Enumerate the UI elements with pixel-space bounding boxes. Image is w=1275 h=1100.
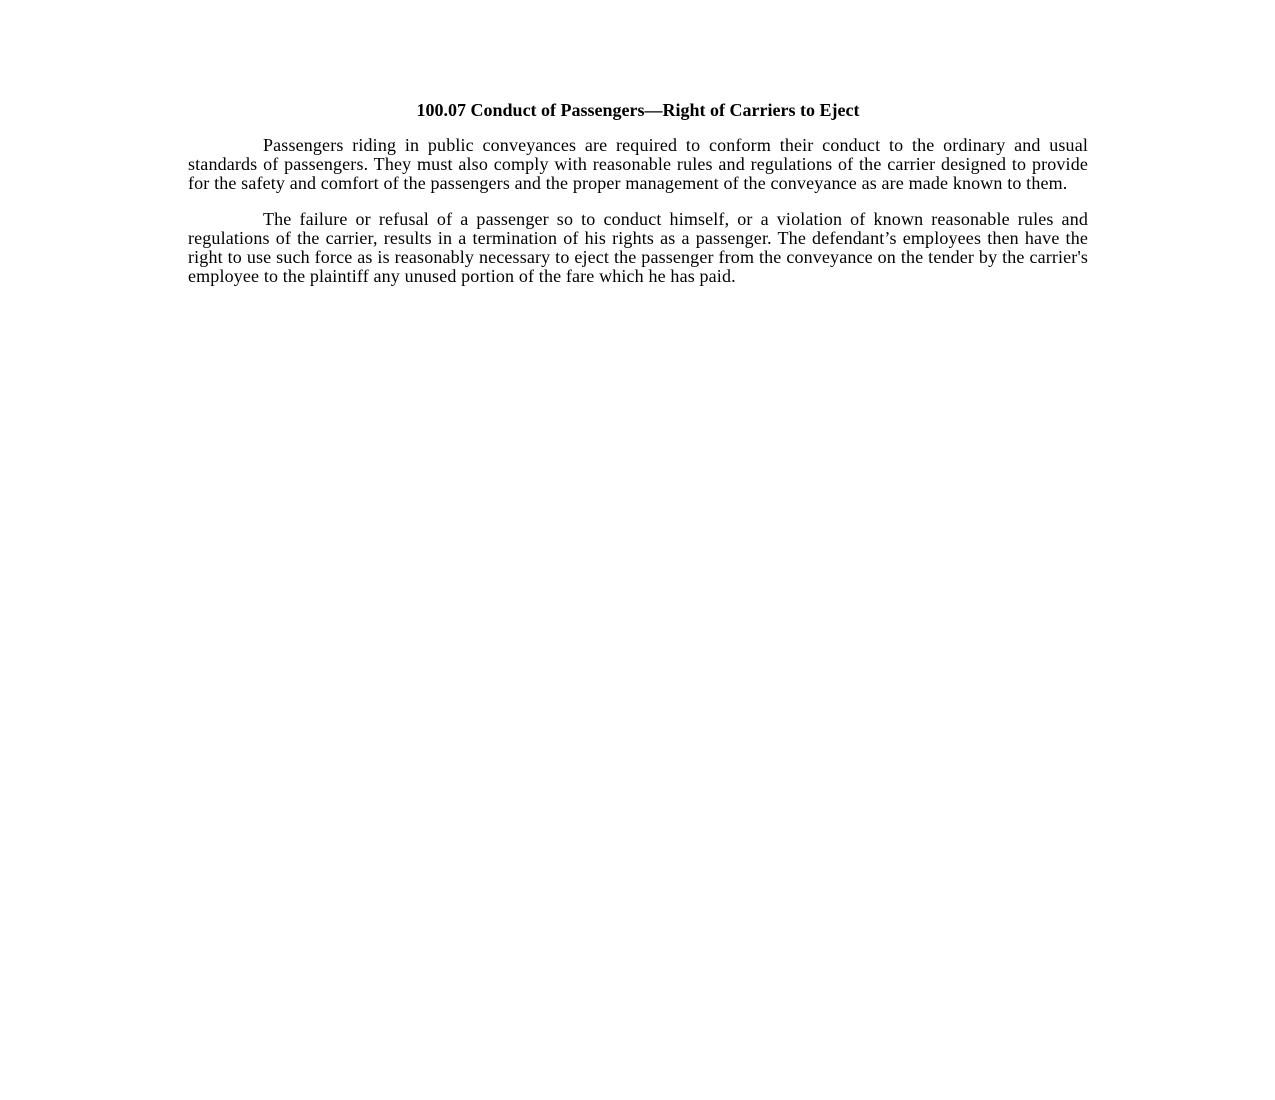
section-title: 100.07 Conduct of Passengers—Right of Carriers to Eject [416,100,860,120]
paragraph-conduct-standards: Passengers riding in public conveyances are required to conform their conduct to the ordinary and usual standards of passengers. They must also comply with reasonable rules and regulations of the carrier designed to provide for the safety and comfort of the passengers and the proper management of the conveyance as are made known to them. [188,135,1088,193]
paragraph-ejection-rights: The failure or refusal of a passenger so to conduct himself, or a violation of known reasonable rules and regulations of the carrier, results in a termination of his rights as a passenger. The defendant’s employees then have the right to use such force as is reasonably necessary to eject the passenger from the conveyance on the tender by the carrier's employee to the plaintiff any unused portion of the fare which he has paid. [188,209,1088,286]
document-body [188,99,1088,303]
